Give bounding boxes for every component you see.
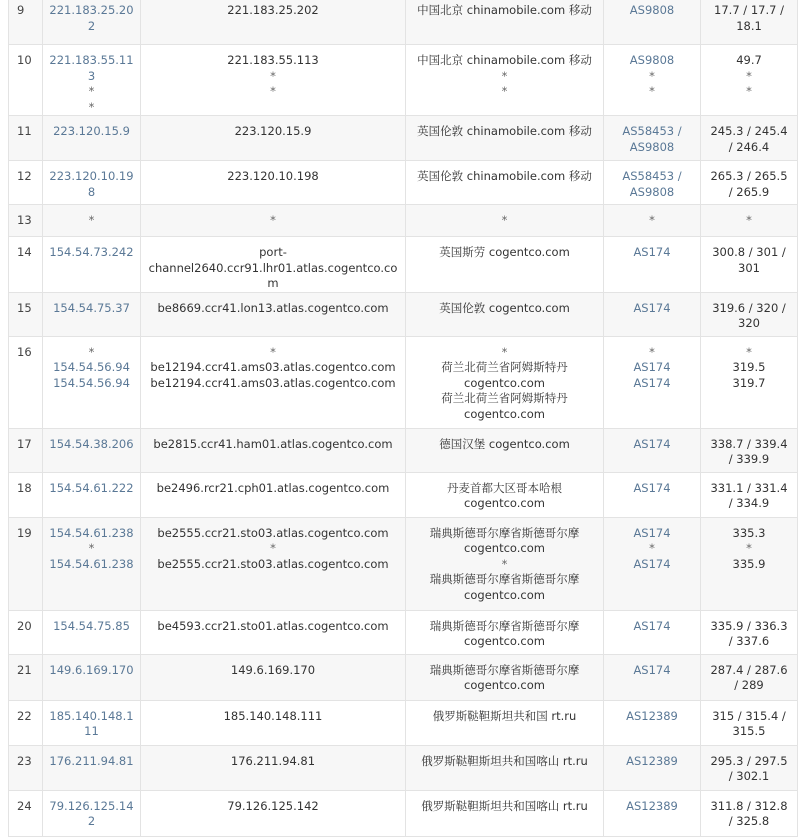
hostname-text: 223.120.15.9 — [234, 124, 312, 138]
ip-address-cell — [43, 654, 141, 700]
latency-ms-cell — [701, 292, 798, 336]
hostname-text: be4593.ccr21.sto01.atlas.cogentco.com — [157, 618, 389, 633]
no-response-marker: * — [649, 541, 655, 555]
asn-link[interactable]: AS174 — [633, 245, 671, 259]
geo-location-text: 俄罗斯鞑靼斯坦共和国喀山 rt.ru — [421, 753, 588, 768]
geo-location-cell — [406, 0, 604, 45]
latency-ms-text: 49.7 — [736, 53, 762, 67]
hostname-text: 221.183.25.202 — [227, 3, 319, 17]
hop-number: 10 — [9, 45, 43, 116]
geo-location-cell — [406, 700, 604, 745]
latency-ms-cell — [701, 428, 798, 472]
geo-location-cell — [406, 205, 604, 237]
asn-link[interactable]: AS12389 — [626, 753, 678, 768]
hop-number: 17 — [9, 428, 43, 472]
latency-ms-cell — [701, 205, 798, 237]
hostname-cell — [141, 472, 406, 517]
ip-address-link[interactable]: 185.140.148.111 — [49, 708, 134, 738]
ip-address-link[interactable]: 149.6.169.170 — [49, 662, 134, 677]
hop-number: 21 — [9, 654, 43, 700]
hostname-cell — [141, 237, 406, 293]
ip-address-link[interactable]: 154.54.73.242 — [49, 245, 134, 259]
hostname-text: be2555.ccr21.sto03.atlas.cogentco.com — [157, 525, 389, 540]
hop-number: 20 — [9, 610, 43, 654]
asn-cell — [604, 45, 701, 116]
traceroute-table — [8, 0, 798, 837]
latency-ms-cell — [701, 700, 798, 745]
asn-cell — [604, 116, 701, 161]
asn-link[interactable]: AS174 — [633, 525, 671, 540]
hop-number: 15 — [9, 292, 43, 336]
asn-link[interactable]: AS174 — [633, 618, 671, 633]
hop-number: 22 — [9, 700, 43, 745]
hostname-text: be2496.rcr21.cph01.atlas.cogentco.com — [156, 480, 390, 495]
hop-number: 14 — [9, 237, 43, 293]
hostname-text: be8669.ccr41.lon13.atlas.cogentco.com — [157, 300, 389, 315]
latency-ms-text: 319.6 / 320 / 320 — [712, 300, 786, 330]
latency-ms-text: 17.7 / 17.7 / 18.1 — [714, 3, 784, 33]
hostname-text: be2555.ccr21.sto03.atlas.cogentco.com — [157, 556, 389, 571]
no-response-marker: * — [501, 556, 508, 571]
hostname-text: be12194.ccr41.ams03.atlas.cogentco.com — [150, 375, 396, 390]
ip-address-link[interactable]: 154.54.61.238 — [49, 556, 134, 571]
table-row — [9, 790, 798, 836]
hostname-cell — [141, 790, 406, 836]
hop-number: 18 — [9, 472, 43, 517]
geo-location-cell — [406, 116, 604, 161]
table-row — [9, 161, 798, 205]
geo-location-cell — [406, 472, 604, 517]
asn-cell — [604, 472, 701, 517]
latency-ms-cell — [701, 237, 798, 293]
ip-address-link[interactable]: 221.183.55.113 — [49, 53, 134, 83]
latency-ms-text: 295.3 / 297.5 / 302.1 — [710, 753, 788, 783]
geo-location-text: 荷兰北荷兰省阿姆斯特丹 cogentco.com — [441, 360, 568, 390]
latency-ms-cell — [701, 654, 798, 700]
no-response-marker: * — [501, 68, 508, 83]
hostname-cell — [141, 700, 406, 745]
ip-address-cell — [43, 336, 141, 428]
hostname-text: 223.120.10.198 — [227, 169, 319, 183]
table-row — [9, 336, 798, 428]
geo-location-text: 瑞典斯德哥尔摩省斯德哥尔摩 cogentco.com — [429, 572, 580, 602]
asn-link[interactable]: AS58453 / AS9808 — [622, 169, 682, 199]
hostname-text: be12194.ccr41.ams03.atlas.cogentco.com — [150, 360, 396, 374]
ip-address-cell — [43, 205, 141, 237]
latency-ms-text: 331.1 / 331.4 / 334.9 — [710, 480, 788, 510]
geo-location-text: 英国伦敦 cogentco.com — [439, 300, 570, 315]
hop-number: 12 — [9, 161, 43, 205]
ip-address-cell — [43, 237, 141, 293]
hostname-text: 149.6.169.170 — [230, 662, 316, 677]
latency-ms-text: 265.3 / 265.5 / 265.9 — [710, 169, 788, 199]
no-response-marker: * — [649, 344, 655, 359]
hostname-text: 221.183.55.113 — [227, 53, 319, 67]
asn-cell — [604, 0, 701, 45]
asn-cell — [604, 790, 701, 836]
asn-cell — [604, 517, 701, 610]
latency-ms-cell — [701, 45, 798, 116]
asn-link[interactable]: AS174 — [633, 480, 671, 495]
asn-cell — [604, 654, 701, 700]
ip-address-link[interactable]: 154.54.56.94 — [53, 375, 130, 390]
geo-location-cell — [406, 292, 604, 336]
asn-link[interactable]: AS174 — [633, 556, 671, 571]
asn-link[interactable]: AS174 — [633, 662, 671, 677]
table-row — [9, 205, 798, 237]
no-response-marker: * — [270, 541, 276, 555]
hop-number: 11 — [9, 116, 43, 161]
no-response-marker: * — [270, 213, 276, 227]
ip-address-cell — [43, 292, 141, 336]
geo-location-cell — [406, 45, 604, 116]
no-response-marker: * — [746, 541, 752, 555]
hop-number: 13 — [9, 205, 43, 237]
geo-location-cell — [406, 428, 604, 472]
asn-link[interactable]: AS174 — [633, 375, 671, 390]
latency-ms-text: 315 / 315.4 / 315.5 — [712, 708, 786, 738]
asn-cell — [604, 700, 701, 745]
no-response-marker: * — [746, 213, 752, 227]
geo-location-text: 丹麦首都大区哥本哈根 cogentco.com — [447, 480, 562, 510]
traceroute-table-container — [8, 0, 797, 837]
no-response-marker: * — [270, 68, 276, 83]
traceroute-table-body — [9, 0, 798, 836]
hostname-cell — [141, 517, 406, 610]
geo-location-text: 德国汉堡 cogentco.com — [439, 436, 570, 451]
latency-ms-text: 311.8 / 312.8 / 325.8 — [710, 798, 788, 828]
no-response-marker: * — [88, 84, 95, 98]
asn-link[interactable]: AS12389 — [626, 798, 678, 813]
asn-link[interactable]: AS58453 / AS9808 — [622, 124, 682, 154]
hostname-cell — [141, 0, 406, 45]
ip-address-link[interactable]: 223.120.15.9 — [53, 124, 130, 138]
geo-location-text: 荷兰北荷兰省阿姆斯特丹 cogentco.com — [441, 391, 568, 421]
hostname-cell — [141, 45, 406, 116]
hostname-text: port-channel2640.ccr91.lhr01.atlas.cogentco.com — [148, 245, 398, 290]
geo-location-cell — [406, 237, 604, 293]
asn-cell — [604, 428, 701, 472]
no-response-marker: * — [649, 84, 655, 98]
ip-address-link[interactable]: 79.126.125.142 — [49, 798, 134, 828]
geo-location-text: 英国伦敦 chinamobile.com 移动 — [417, 169, 592, 183]
table-row — [9, 0, 798, 45]
table-row — [9, 237, 798, 293]
latency-ms-text: 287.4 / 287.6 / 289 — [710, 662, 788, 692]
no-response-marker: * — [88, 541, 95, 555]
geo-location-text: 瑞典斯德哥尔摩省斯德哥尔摩 cogentco.com — [429, 525, 580, 555]
ip-address-cell — [43, 45, 141, 116]
table-row — [9, 45, 798, 116]
asn-cell — [604, 205, 701, 237]
ip-address-link[interactable]: 154.54.38.206 — [49, 436, 134, 451]
latency-ms-text: 335.3 — [732, 525, 766, 540]
geo-location-cell — [406, 654, 604, 700]
asn-cell — [604, 336, 701, 428]
hostname-cell — [141, 654, 406, 700]
hop-number: 19 — [9, 517, 43, 610]
asn-link[interactable]: AS174 — [633, 436, 671, 451]
hostname-cell — [141, 116, 406, 161]
geo-location-text: 瑞典斯德哥尔摩省斯德哥尔摩 cogentco.com — [429, 662, 580, 692]
asn-link[interactable]: AS174 — [633, 360, 671, 374]
geo-location-cell — [406, 610, 604, 654]
ip-address-cell — [43, 472, 141, 517]
geo-location-cell — [406, 790, 604, 836]
latency-ms-cell — [701, 790, 798, 836]
geo-location-cell — [406, 745, 604, 790]
latency-ms-cell — [701, 517, 798, 610]
geo-location-text: 俄罗斯鞑靼斯坦共和国喀山 rt.ru — [421, 798, 588, 813]
no-response-marker: * — [270, 84, 276, 98]
hostname-cell — [141, 610, 406, 654]
latency-ms-cell — [701, 472, 798, 517]
no-response-marker: * — [270, 344, 276, 359]
table-row — [9, 292, 798, 336]
ip-address-cell — [43, 428, 141, 472]
hop-number: 24 — [9, 790, 43, 836]
asn-link[interactable]: AS9808 — [629, 3, 675, 17]
latency-ms-cell — [701, 161, 798, 205]
no-response-marker: * — [501, 84, 508, 98]
latency-ms-text: 319.7 — [732, 375, 766, 390]
geo-location-text: 中国北京 chinamobile.com 移动 — [417, 3, 592, 17]
table-row — [9, 700, 798, 745]
hop-number: 23 — [9, 745, 43, 790]
hop-number: 9 — [9, 0, 43, 45]
no-response-marker: * — [88, 344, 95, 359]
ip-address-link[interactable]: 223.120.10.198 — [49, 169, 134, 199]
hostname-cell — [141, 292, 406, 336]
hostname-cell — [141, 336, 406, 428]
geo-location-text: 英国斯劳 cogentco.com — [439, 245, 570, 259]
latency-ms-cell — [701, 116, 798, 161]
ip-address-cell — [43, 790, 141, 836]
latency-ms-cell — [701, 745, 798, 790]
latency-ms-cell — [701, 336, 798, 428]
hostname-cell — [141, 205, 406, 237]
ip-address-link[interactable]: 154.54.56.94 — [53, 360, 130, 374]
latency-ms-text: 335.9 — [732, 556, 766, 571]
table-row — [9, 654, 798, 700]
ip-address-link[interactable]: 154.54.75.85 — [53, 618, 130, 633]
asn-cell — [604, 292, 701, 336]
table-row — [9, 116, 798, 161]
no-response-marker: * — [88, 213, 95, 227]
no-response-marker: * — [746, 344, 752, 359]
asn-cell — [604, 237, 701, 293]
geo-location-text: 中国北京 chinamobile.com 移动 — [417, 53, 592, 67]
hostname-text: 185.140.148.111 — [223, 708, 323, 723]
asn-cell — [604, 610, 701, 654]
table-row — [9, 517, 798, 610]
ip-address-cell — [43, 161, 141, 205]
no-response-marker: * — [746, 68, 752, 83]
table-row — [9, 745, 798, 790]
ip-address-link[interactable]: 154.54.61.222 — [49, 480, 134, 495]
ip-address-cell — [43, 745, 141, 790]
asn-cell — [604, 745, 701, 790]
ip-address-cell — [43, 610, 141, 654]
ip-address-link[interactable]: 154.54.61.238 — [49, 525, 134, 540]
no-response-marker: * — [501, 213, 508, 227]
hostname-cell — [141, 745, 406, 790]
no-response-marker: * — [88, 99, 95, 114]
latency-ms-text: 335.9 / 336.3 / 337.6 — [710, 618, 788, 648]
latency-ms-text: 245.3 / 245.4 / 246.4 — [710, 124, 788, 154]
table-row — [9, 610, 798, 654]
ip-address-link[interactable]: 154.54.75.37 — [53, 300, 130, 315]
table-row — [9, 472, 798, 517]
latency-ms-text: 338.7 / 339.4 / 339.9 — [710, 436, 788, 466]
hop-number: 16 — [9, 336, 43, 428]
ip-address-cell — [43, 116, 141, 161]
asn-link[interactable]: AS9808 — [629, 53, 675, 67]
hostname-text: 79.126.125.142 — [227, 798, 319, 813]
hostname-text: 176.211.94.81 — [230, 753, 316, 768]
ip-address-cell — [43, 0, 141, 45]
geo-location-text: 俄罗斯鞑靼斯坦共和国 rt.ru — [432, 708, 577, 723]
hostname-cell — [141, 428, 406, 472]
latency-ms-text: 319.5 — [732, 360, 766, 374]
asn-cell — [604, 161, 701, 205]
hostname-text: be2815.ccr41.ham01.atlas.cogentco.com — [153, 436, 393, 451]
ip-address-cell — [43, 700, 141, 745]
ip-address-link[interactable]: 176.211.94.81 — [49, 753, 134, 768]
geo-location-cell — [406, 517, 604, 610]
table-row — [9, 428, 798, 472]
no-response-marker: * — [746, 84, 752, 98]
geo-location-cell — [406, 161, 604, 205]
geo-location-cell — [406, 336, 604, 428]
latency-ms-cell — [701, 610, 798, 654]
hostname-cell — [141, 161, 406, 205]
geo-location-text: 瑞典斯德哥尔摩省斯德哥尔摩 cogentco.com — [429, 618, 580, 648]
no-response-marker: * — [649, 213, 655, 227]
geo-location-text: 英国伦敦 chinamobile.com 移动 — [417, 124, 592, 138]
latency-ms-text: 300.8 / 301 / 301 — [712, 245, 786, 275]
ip-address-link[interactable]: 221.183.25.202 — [49, 3, 134, 33]
ip-address-cell — [43, 517, 141, 610]
asn-link[interactable]: AS12389 — [626, 708, 678, 723]
asn-link[interactable]: AS174 — [633, 300, 671, 315]
no-response-marker: * — [501, 344, 508, 359]
latency-ms-cell — [701, 0, 798, 45]
no-response-marker: * — [649, 68, 655, 83]
